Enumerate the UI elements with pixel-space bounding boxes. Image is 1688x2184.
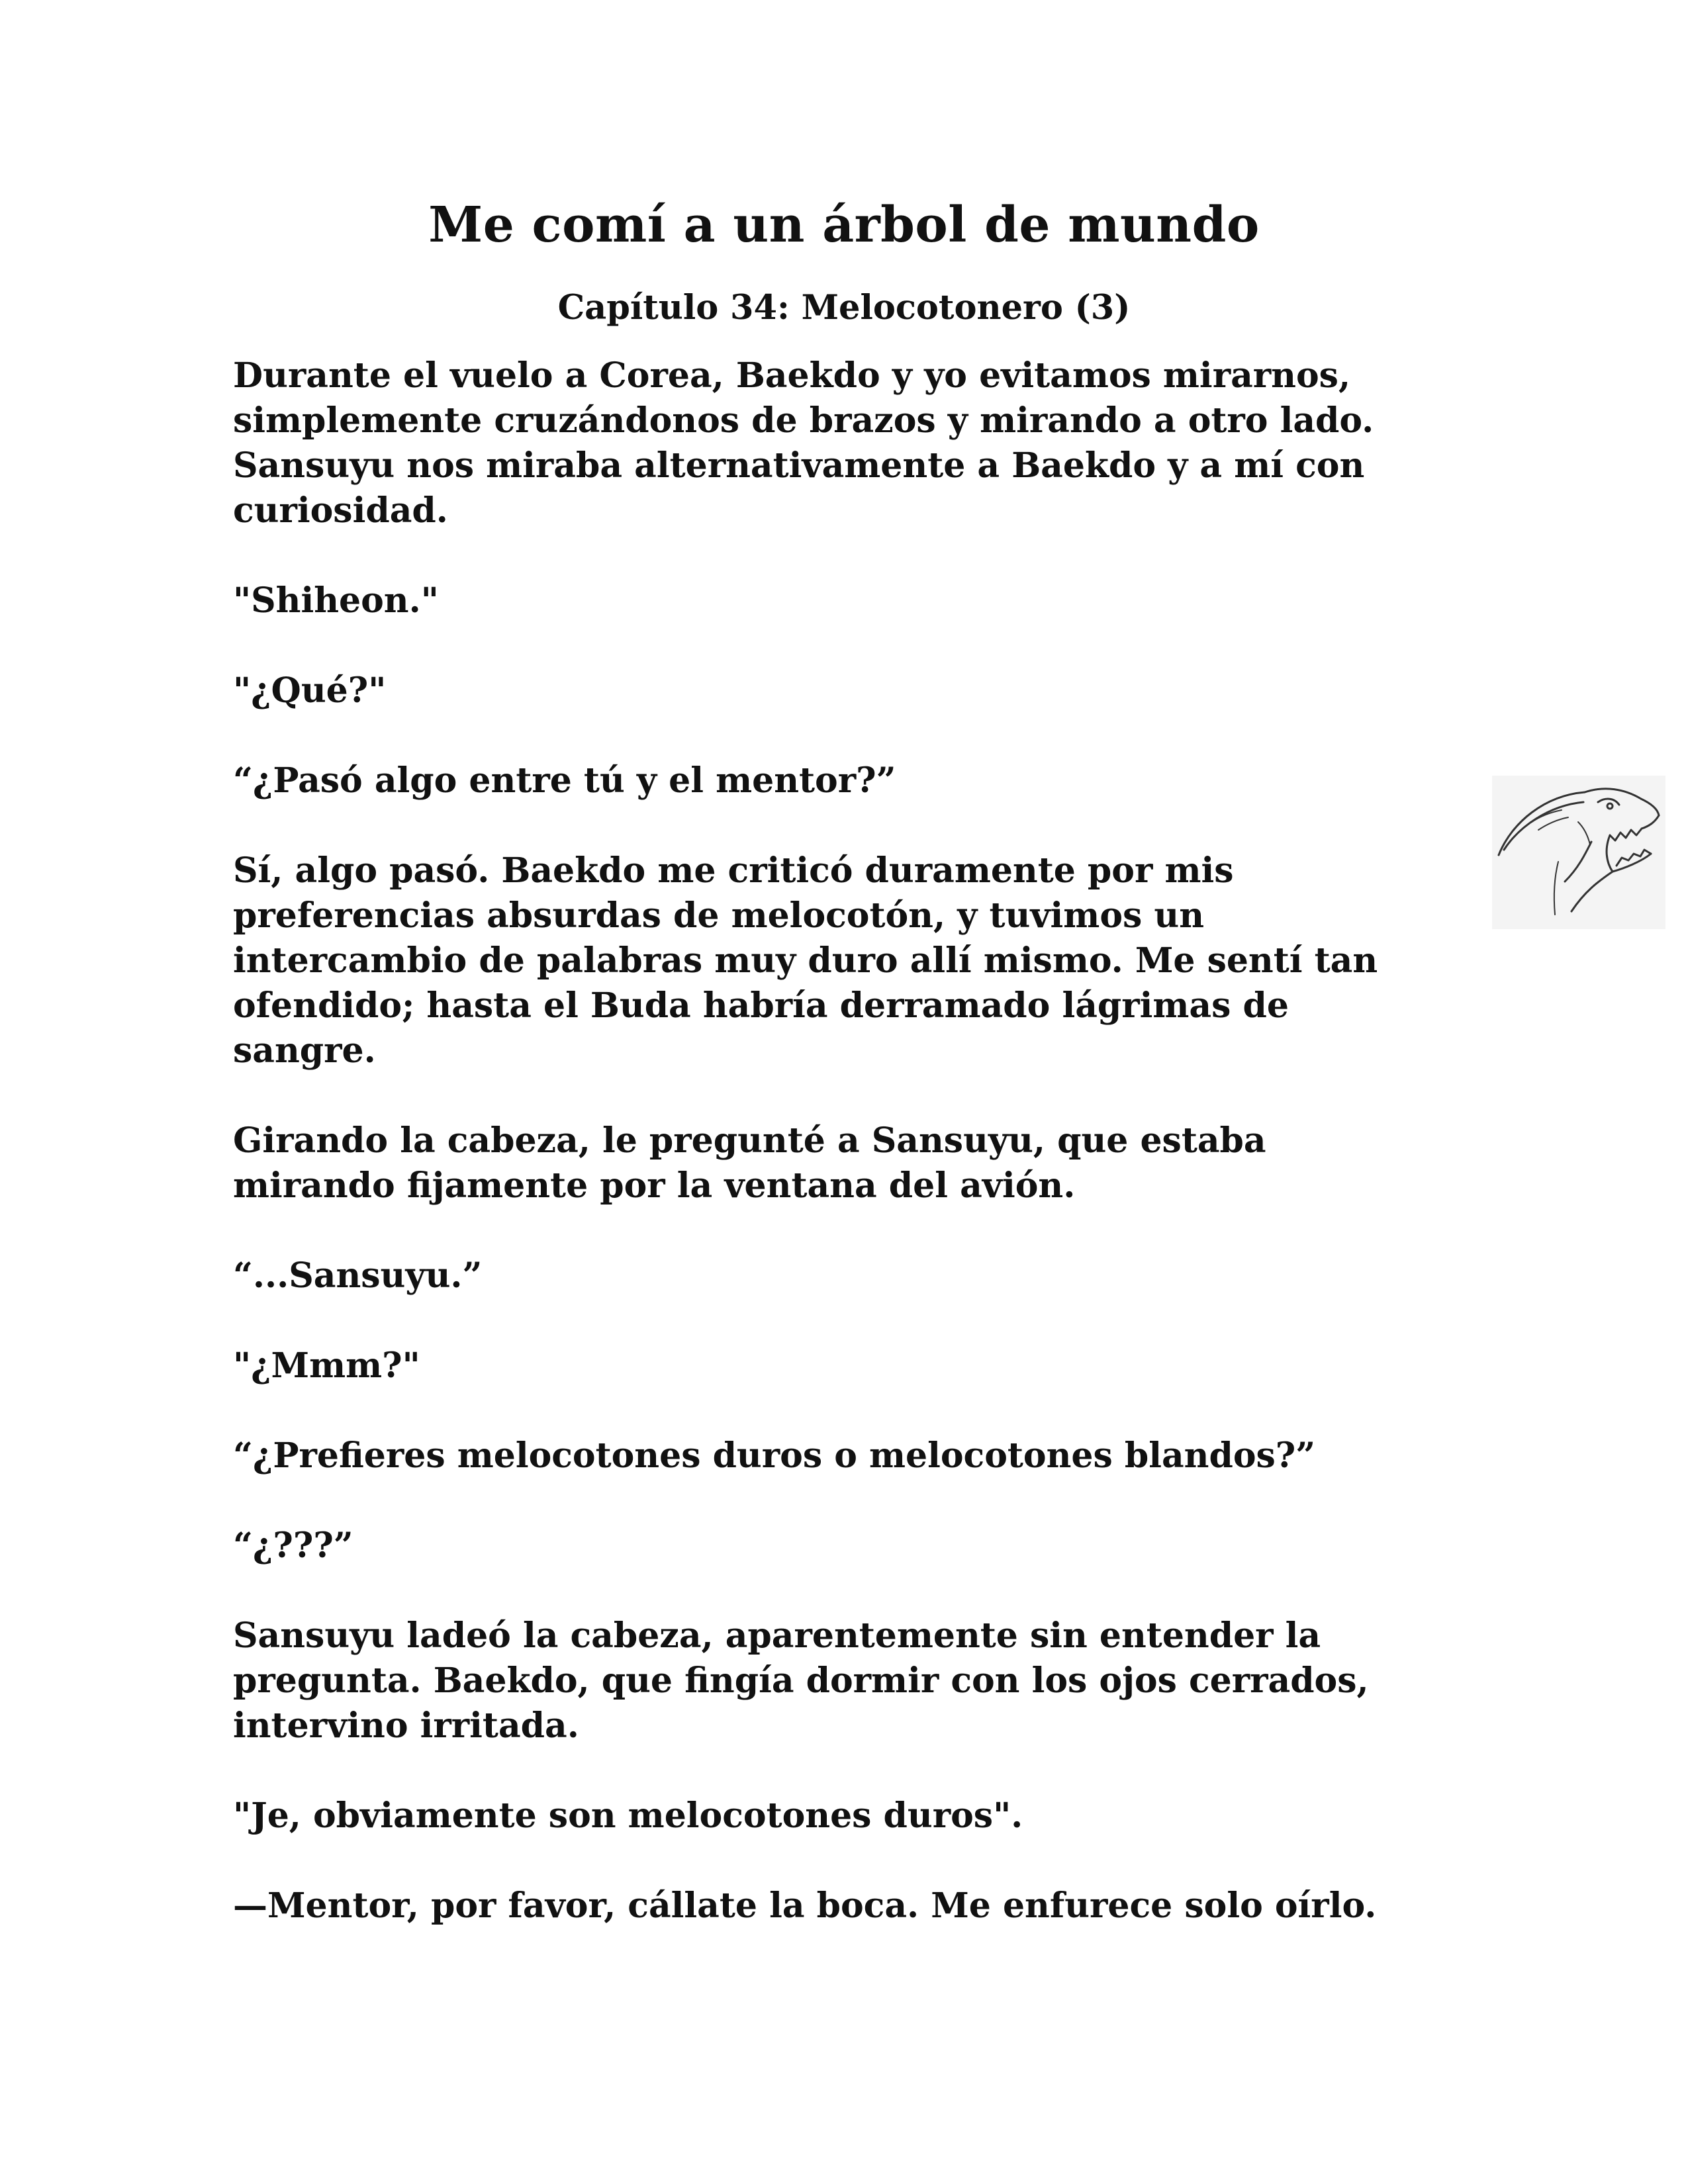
paragraph: “¿Pasó algo entre tú y el mentor?”	[233, 760, 896, 801]
paragraph: —Mentor, por favor, cállate la boca. Me enfurece solo oírlo.	[233, 1886, 1377, 1926]
paragraph: Sansuyu ladeó la cabeza, aparentemente sin entender la pregunta. Baekdo, que fingía dormir con los ojos cerrados, intervino irritada.	[233, 1615, 1369, 1746]
paragraph: "Shiheon."	[233, 580, 439, 621]
paragraph: “¿???”	[233, 1525, 353, 1566]
paragraph: Durante el vuelo a Corea, Baekdo y yo evitamos mirarnos, simplemente cruzándonos de brazos y mirando a otro lado. Sansuyu nos miraba alternativamente a Baekdo y a mí con curiosidad.	[233, 355, 1374, 531]
paragraph: “¿Prefieres melocotones duros o melocotones blandos?”	[233, 1435, 1316, 1476]
paragraph: Sí, algo pasó. Baekdo me criticó duramente por mis preferencias absurdas de melocotón, y tuvimos un intercambio de palabras muy duro allí mismo. Me sentí tan ofendido; hasta el Buda habría derramado lágrimas de sangre.	[233, 850, 1378, 1071]
document-title: Me comí a un árbol de mundo	[428, 197, 1260, 253]
document-body	[233, 353, 1477, 1974]
chapter-heading: Capítulo 34: Melocotonero (3)	[557, 288, 1131, 328]
dinosaur-head-icon	[1492, 776, 1665, 929]
paragraph: "¿Mmm?"	[233, 1345, 420, 1386]
paragraph: “...Sansuyu.”	[233, 1255, 483, 1296]
paragraph: Girando la cabeza, le pregunté a Sansuyu, que estaba mirando fijamente por la ventana del avión.	[233, 1120, 1266, 1206]
paragraph: "¿Qué?"	[233, 670, 387, 711]
paragraph: "Je, obviamente son melocotones duros".	[233, 1796, 1023, 1836]
